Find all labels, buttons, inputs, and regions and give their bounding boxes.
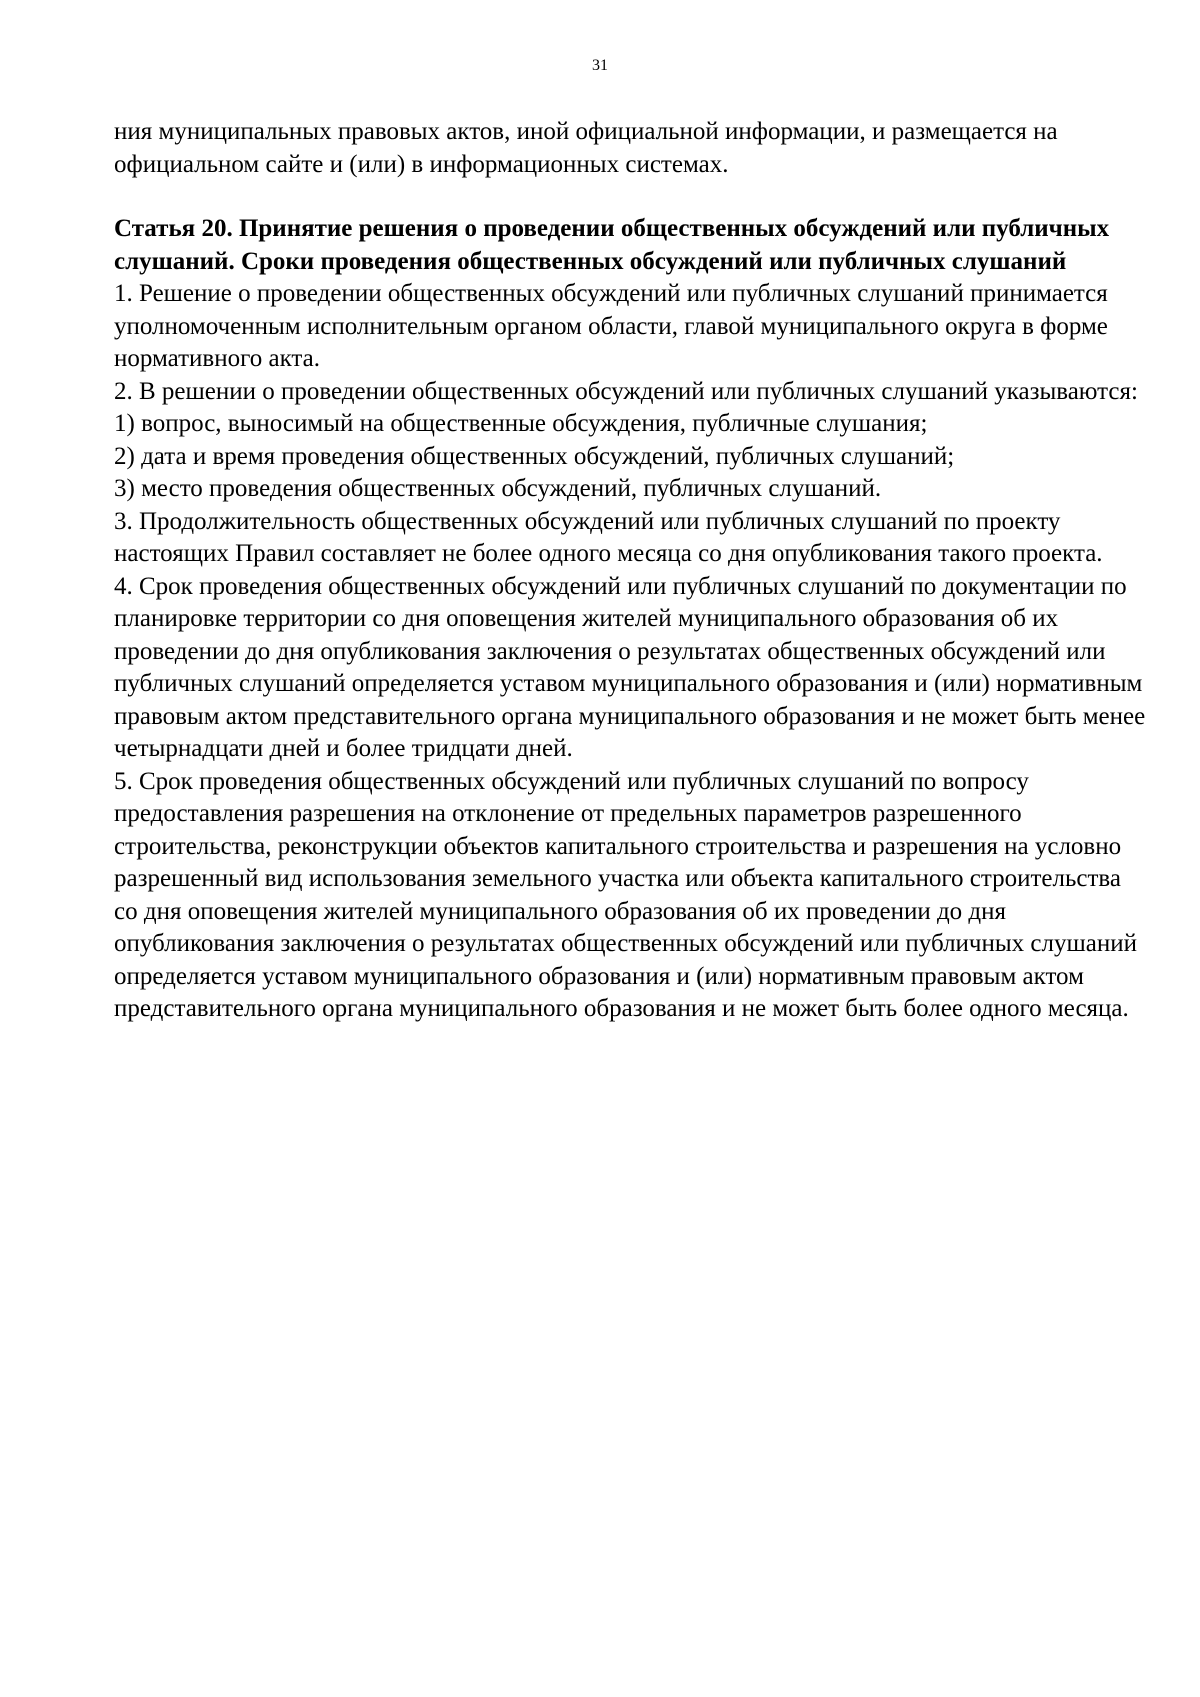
- document-body: [114, 116, 1146, 1026]
- list-item-3: 3) место проведения общественных обсуждений, публичных слушаний.: [114, 475, 882, 502]
- list-item-1: 1) вопрос, выносимый на общественные обсуждения, публичные слушания;: [114, 410, 928, 437]
- article-section: [114, 213, 1146, 1026]
- paragraph-5: 5. Срок проведения общественных обсуждений или публичных слушаний по вопросу предоставления разрешения на отклонение от предельных параметров разрешенного строительства, реконструкции объектов капитального строительства и разрешения на условно разрешенный вид использования земельного участка или объекта капитального строительства со дня оповещения жителей муниципального образования об их проведении до дня опубликования заключения о результатах общественных обсуждений или публичных слушаний определяется уставом муниципального образования и (или) нормативным правовым актом представительного органа муниципального образования и не может быть более одного месяца.: [114, 767, 1137, 1022]
- list-item-2: 2) дата и время проведения общественных обсуждений, публичных слушаний;: [114, 442, 955, 470]
- paragraph-2: 2. В решении о проведении общественных обсуждений или публичных слушаний указываются:: [114, 377, 1138, 405]
- paragraph-4: 4. Срок проведения общественных обсуждений или публичных слушаний по документации по планировке территории со дня оповещения жителей муниципального образования об их проведении до дня опубликования заключения о результатах общественных обсуждений или публичных слушаний определяется уставом муниципального образования и (или) нормативным правовым актом представительного органа муниципального образования и не может быть менее четырнадцати дней и более тридцати дней.: [114, 572, 1146, 762]
- article-heading: Статья 20. Принятие решения о проведении общественных обсуждений или публичных слушаний. Сроки проведения общественных обсуждений или публичных слушаний: [114, 215, 1110, 275]
- paragraph-3: 3. Продолжительность общественных обсуждений или публичных слушаний по проекту настоящих Правил составляет не более одного месяца со дня опубликования такого проекта.: [114, 507, 1103, 567]
- intro-paragraph: ния муниципальных правовых актов, иной официальной информации, и размещается на официальном сайте и (или) в информационных системах.: [114, 118, 1058, 178]
- paragraph-1: 1. Решение о проведении общественных обсуждений или публичных слушаний принимается уполномоченным исполнительным органом области, главой муниципального округа в форме нормативного акта.: [114, 280, 1108, 372]
- page-number: 31: [592, 57, 608, 74]
